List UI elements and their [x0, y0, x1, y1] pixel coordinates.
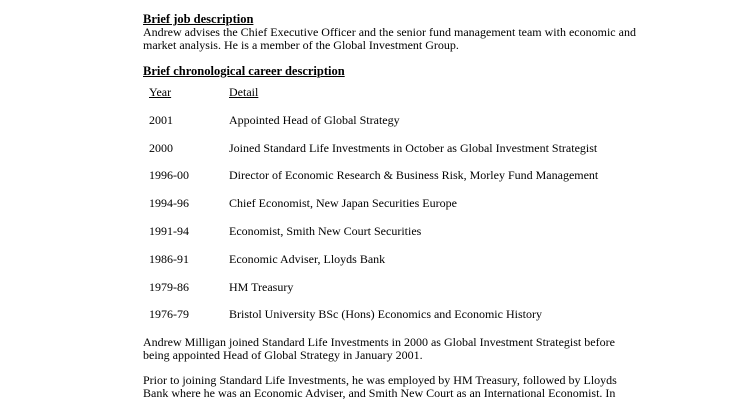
table-row [143, 308, 703, 336]
bio-paragraph-1 [143, 336, 703, 362]
row-detail: Director of Economic Research & Business Risk, Morley Fund Management [229, 168, 599, 183]
career-description-heading: Brief chronological career description [143, 64, 345, 78]
document-page [143, 13, 703, 400]
table-row [143, 169, 703, 197]
bio-paragraph-2-line-1: Prior to joining Standard Life Investments, he was employed by HM Treasury, followed by Lloyds [143, 373, 617, 388]
table-row [143, 114, 703, 142]
row-year: 1976-79 [149, 307, 189, 322]
bio-paragraph-2-line-2: Bank where he was an Economic Adviser, and Smith New Court as an International Economist. In [143, 386, 616, 401]
detail-column-header: Detail [229, 85, 259, 99]
table-row [143, 197, 703, 225]
row-detail: Economist, Smith New Court Securities [229, 223, 422, 238]
row-year: 1979-86 [149, 279, 189, 294]
bio-paragraph-2 [143, 374, 703, 400]
year-column-header: Year [149, 85, 172, 99]
row-detail: Economic Adviser, Lloyds Bank [229, 251, 386, 266]
bio-paragraph-1-line-1: Andrew Milligan joined Standard Life Investments in 2000 as Global Investment Strategist before [143, 335, 615, 350]
row-detail: Chief Economist, New Japan Securities Europe [229, 196, 457, 211]
table-row [143, 253, 703, 281]
row-year: 1994-96 [149, 196, 189, 211]
row-detail: Bristol University BSc (Hons) Economics and Economic History [229, 307, 542, 322]
row-year: 1986-91 [149, 251, 189, 266]
table-row [143, 142, 703, 170]
career-table-header [143, 86, 703, 114]
table-row [143, 281, 703, 309]
row-detail: Appointed Head of Global Strategy [229, 112, 400, 127]
table-row [143, 225, 703, 253]
row-detail: HM Treasury [229, 279, 294, 294]
row-year: 2000 [149, 140, 173, 155]
row-year: 1996-00 [149, 168, 189, 183]
row-detail: Joined Standard Life Investments in October as Global Investment Strategist [229, 140, 598, 155]
row-year: 2001 [149, 112, 173, 127]
career-table [143, 86, 703, 336]
bio-paragraph-1-line-2: being appointed Head of Global Strategy in January 2001. [143, 348, 423, 363]
row-year: 1991-94 [149, 223, 189, 238]
job-description-line-1: Andrew advises the Chief Executive Officer and the senior fund management team with economic and [143, 25, 636, 39]
job-description-heading: Brief job description [143, 12, 254, 26]
job-description-line-2: market analysis. He is a member of the Global Investment Group. [143, 38, 459, 52]
